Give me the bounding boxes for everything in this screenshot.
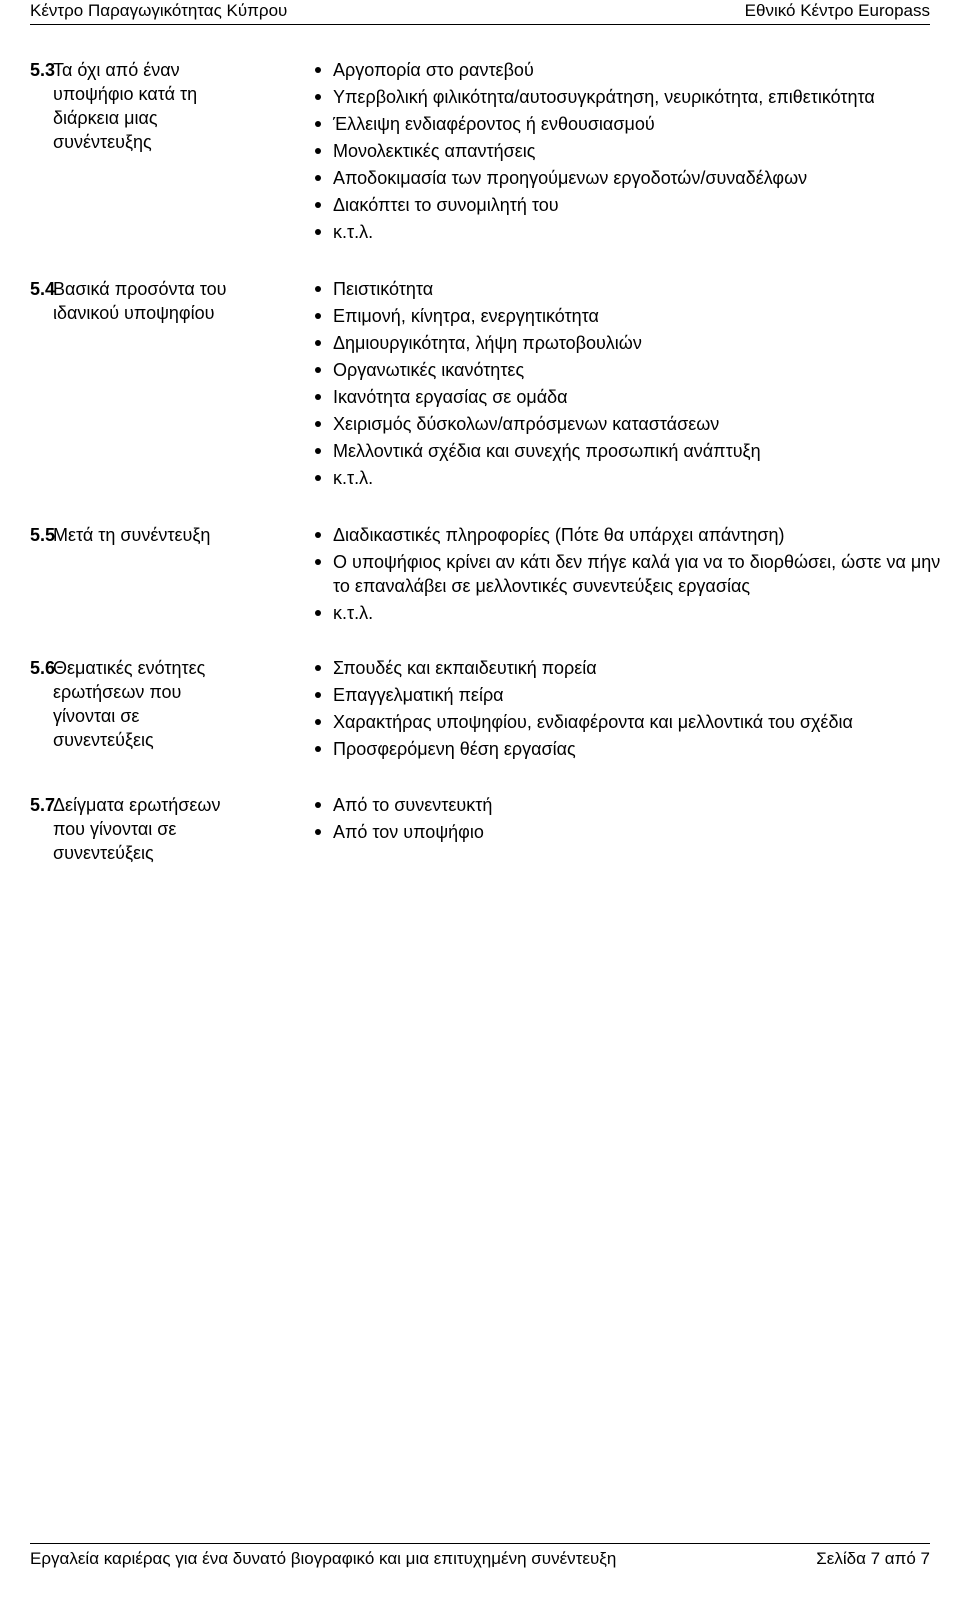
section-title: Τα όχι από έναν υποψήφιο κατά τη διάρκεια μιας συνέντευξης — [53, 60, 198, 152]
bullet-icon — [315, 421, 321, 427]
section-title: Μετά τη συνέντευξη — [53, 525, 211, 545]
bullet-icon — [315, 448, 321, 454]
bullet-icon — [315, 475, 321, 481]
list-item: Ικανότητα εργασίας σε ομάδα — [315, 385, 955, 409]
list-item: κ.τ.λ. — [315, 466, 955, 490]
header-center-name: Εθνικό Κέντρο Europass — [744, 1, 930, 20]
list-item: κ.τ.λ. — [315, 220, 955, 244]
bullet-list — [315, 793, 955, 847]
list-item: Σπουδές και εκπαιδευτική πορεία — [315, 656, 955, 680]
list-item: Προσφερόμενη θέση εργασίας — [315, 737, 955, 761]
section-number: 5.5 — [30, 525, 56, 545]
bullet-icon — [315, 229, 321, 235]
bullet-icon — [315, 746, 321, 752]
header-organization: Κέντρο Παραγωγικότητας Κύπρου — [30, 1, 288, 20]
page-number: Σελίδα 7 από 7 — [816, 1549, 930, 1568]
bullet-icon — [315, 559, 321, 565]
footer-document-title: Εργαλεία καριέρας για ένα δυνατό βιογραφικό και μια επιτυχημένη συνέντευξη — [30, 1549, 617, 1568]
list-item: Υπερβολική φιλικότητα/αυτοσυγκράτηση, νευρικότητα, επιθετικότητα — [315, 85, 955, 109]
list-item: Χειρισμός δύσκολων/απρόσμενων καταστάσεων — [315, 412, 955, 436]
list-item: Μονολεκτικές απαντήσεις — [315, 139, 955, 163]
bullet-icon — [315, 829, 321, 835]
page-header — [30, 0, 930, 25]
section-number: 5.7 — [30, 795, 56, 815]
list-item: Επαγγελματική πείρα — [315, 683, 955, 707]
bullet-icon — [315, 665, 321, 671]
bullet-icon — [315, 692, 321, 698]
bullet-icon — [315, 610, 321, 616]
bullet-icon — [315, 394, 321, 400]
list-item: Επιμονή, κίνητρα, ενεργητικότητα — [315, 304, 955, 328]
bullet-icon — [315, 175, 321, 181]
bullet-list — [315, 58, 955, 247]
list-item: Ο υποψήφιος κρίνει αν κάτι δεν πήγε καλά για να το διορθώσει, ώστε να μην το επαναλάβει σε μελλοντικές συνεντεύξεις εργασίας — [315, 550, 955, 598]
bullet-icon — [315, 719, 321, 725]
list-item: Από το συνεντευκτή — [315, 793, 955, 817]
list-item: Οργανωτικές ικανότητες — [315, 358, 955, 382]
list-item: Αργοπορία στο ραντεβού — [315, 58, 955, 82]
bullet-icon — [315, 286, 321, 292]
list-item: Μελλοντικά σχέδια και συνεχής προσωπική ανάπτυξη — [315, 439, 955, 463]
section-title: Δείγματα ερωτήσεων που γίνονται σε συνεντεύξεις — [53, 795, 221, 863]
list-item: Αποδοκιμασία των προηγούμενων εργοδοτών/συναδέλφων — [315, 166, 955, 190]
section-title: Βασικά προσόντα του ιδανικού υποψηφίου — [53, 279, 227, 323]
list-item: Από τον υποψήφιο — [315, 820, 955, 844]
list-item: κ.τ.λ. — [315, 601, 955, 625]
bullet-list — [315, 277, 955, 493]
section-number: 5.6 — [30, 658, 56, 678]
list-item: Διακόπτει το συνομιλητή του — [315, 193, 955, 217]
bullet-icon — [315, 202, 321, 208]
section-number: 5.3 — [30, 60, 56, 80]
bullet-list — [315, 523, 955, 628]
bullet-icon — [315, 532, 321, 538]
list-item: Δημιουργικότητα, λήψη πρωτοβουλιών — [315, 331, 955, 355]
bullet-icon — [315, 94, 321, 100]
section-title: Θεματικές ενότητες ερωτήσεων που γίνονται σε συνεντεύξεις — [53, 658, 206, 750]
list-item: Πειστικότητα — [315, 277, 955, 301]
list-item: Χαρακτήρας υποψηφίου, ενδιαφέροντα και μελλοντικά του σχέδια — [315, 710, 955, 734]
list-item: Έλλειψη ενδιαφέροντος ή ενθουσιασμού — [315, 112, 955, 136]
section-number: 5.4 — [30, 279, 56, 299]
bullet-icon — [315, 121, 321, 127]
bullet-icon — [315, 340, 321, 346]
bullet-icon — [315, 367, 321, 373]
bullet-icon — [315, 67, 321, 73]
list-item: Διαδικαστικές πληροφορίες (Πότε θα υπάρχει απάντηση) — [315, 523, 955, 547]
page-footer — [30, 1543, 930, 1570]
bullet-list — [315, 656, 955, 764]
bullet-icon — [315, 148, 321, 154]
bullet-icon — [315, 313, 321, 319]
bullet-icon — [315, 802, 321, 808]
